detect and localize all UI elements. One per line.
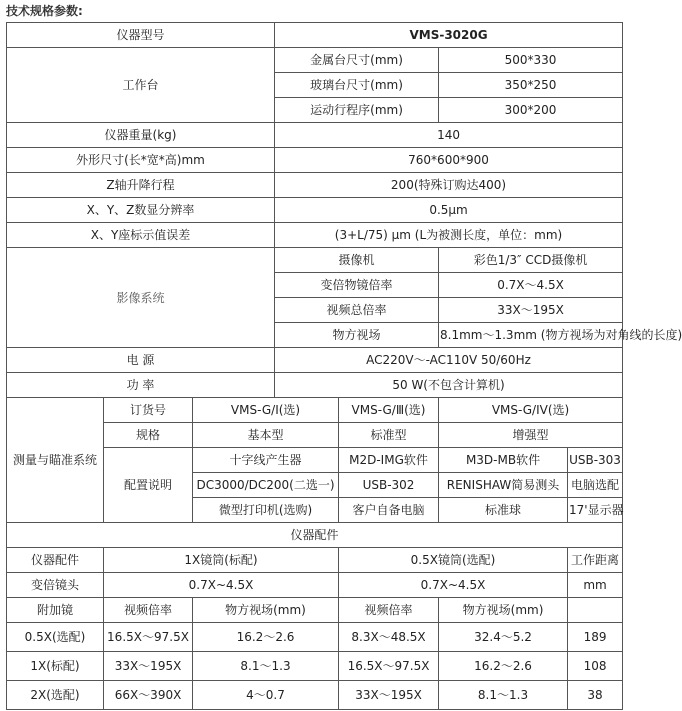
imaging-label: 影像系统: [7, 248, 275, 348]
row-lens: [7, 623, 623, 652]
accessories-title: 仪器配件: [7, 523, 623, 548]
imaging-item-value: 33X～195X: [439, 298, 623, 323]
power-supply-value: AC220V～-AC110V 50/60Hz: [275, 348, 623, 373]
model-value: VMS-3020G: [275, 23, 623, 48]
accessories-cell: 0.5X镜筒(选配): [339, 548, 568, 573]
row-power-supply: [7, 348, 623, 373]
lens-cell: 2X(选配): [7, 681, 104, 710]
worktable-item-label: 玻璃台尺寸(mm): [275, 73, 439, 98]
row-model: [7, 23, 623, 48]
work-distance-label: 工作距离: [568, 548, 623, 573]
measure-label: 测量与瞄准系统: [7, 398, 104, 523]
measure-spec-cell: 标准型: [339, 423, 439, 448]
accessories-label: 仪器配件: [7, 548, 104, 573]
zoom-lens-cell: 0.7X~4.5X: [104, 573, 339, 598]
z-travel-label: Z轴升降行程: [7, 173, 275, 198]
row-lens: [7, 681, 623, 710]
lens-cell: 33X～195X: [339, 681, 439, 710]
lens-cell: 16.2～2.6: [193, 623, 339, 652]
lens-header-cell: 视频倍率: [339, 598, 439, 623]
zoom-lens-cell: 0.7X~4.5X: [339, 573, 568, 598]
error-value: (3+L/75) μm (L为被测长度，单位：mm): [275, 223, 623, 248]
imaging-item-value: 彩色1/3″ CCD摄像机: [439, 248, 623, 273]
measure-spec-cell: 增强型: [439, 423, 623, 448]
imaging-item-label: 摄像机: [275, 248, 439, 273]
measure-config-cell: 微型打印机(选购): [193, 498, 339, 523]
lens-header-cell: 附加镜: [7, 598, 104, 623]
accessories-cell: 1X镜筒(标配): [104, 548, 339, 573]
lens-header-cell: [568, 598, 623, 623]
row-measure-order: [7, 398, 623, 423]
lens-cell: 4～0.7: [193, 681, 339, 710]
lens-cell: 8.3X～48.5X: [339, 623, 439, 652]
lens-cell: 1X(标配): [7, 652, 104, 681]
measure-order-cell: VMS-G/Ⅲ(选): [339, 398, 439, 423]
lens-header-cell: 视频倍率: [104, 598, 193, 623]
zoom-lens-unit: mm: [568, 573, 623, 598]
measure-config-cell: 标准球: [439, 498, 568, 523]
row-zoom-lens: [7, 573, 623, 598]
error-label: X、Y座标示值误差: [7, 223, 275, 248]
row-dimensions: [7, 148, 623, 173]
lens-header-cell: 物方视场(mm): [439, 598, 568, 623]
row-worktable-1: [7, 48, 623, 73]
lens-cell: 108: [568, 652, 623, 681]
spec-table: [6, 22, 682, 710]
worktable-item-label: 运动行程序(mm): [275, 98, 439, 123]
imaging-item-value: 8.1mm～1.3mm (物方视场为对角线的长度): [439, 323, 623, 348]
worktable-item-value: 500*330: [439, 48, 623, 73]
measure-order-cell: VMS-G/Ⅰ(选): [193, 398, 339, 423]
imaging-item-value: 0.7X～4.5X: [439, 273, 623, 298]
measure-config-cell: M2D-IMG软件: [339, 448, 439, 473]
dimensions-label: 外形尺寸(长*宽*高)mm: [7, 148, 275, 173]
measure-order-label: 订货号: [104, 398, 193, 423]
measure-config-cell: DC3000/DC200(二选一): [193, 473, 339, 498]
lens-cell: 8.1～1.3: [439, 681, 568, 710]
row-z-travel: [7, 173, 623, 198]
worktable-item-value: 300*200: [439, 98, 623, 123]
zoom-lens-label: 变倍镜头: [7, 573, 104, 598]
measure-spec-label: 规格: [104, 423, 193, 448]
lens-cell: 8.1～1.3: [193, 652, 339, 681]
lens-cell: 33X～195X: [104, 652, 193, 681]
dimensions-value: 760*600*900: [275, 148, 623, 173]
weight-value: 140: [275, 123, 623, 148]
model-label: 仪器型号: [7, 23, 275, 48]
lens-cell: 16.2～2.6: [439, 652, 568, 681]
measure-config-cell: USB-303: [568, 448, 623, 473]
measure-order-cell: VMS-G/IV(选): [439, 398, 623, 423]
lens-cell: 189: [568, 623, 623, 652]
imaging-item-label: 物方视场: [275, 323, 439, 348]
row-error: [7, 223, 623, 248]
measure-config-cell: RENISHAW简易测头: [439, 473, 568, 498]
measure-config-cell: M3D-MB软件: [439, 448, 568, 473]
imaging-item-label: 视频总倍率: [275, 298, 439, 323]
lens-header-cell: 物方视场(mm): [193, 598, 339, 623]
lens-cell: 66X～390X: [104, 681, 193, 710]
spec-heading: 技术规格参数:: [6, 4, 83, 18]
worktable-item-value: 350*250: [439, 73, 623, 98]
lens-cell: 16.5X～97.5X: [104, 623, 193, 652]
worktable-label: 工作台: [7, 48, 275, 123]
power-label: 功 率: [7, 373, 275, 398]
imaging-item-label: 变倍物镜倍率: [275, 273, 439, 298]
measure-config-label: 配置说明: [104, 448, 193, 523]
row-accessories-title: [7, 523, 623, 548]
z-travel-value: 200(特殊订购达400): [275, 173, 623, 198]
measure-config-cell: 17'显示器: [568, 498, 623, 523]
lens-cell: 16.5X～97.5X: [339, 652, 439, 681]
resolution-value: 0.5μm: [275, 198, 623, 223]
row-resolution: [7, 198, 623, 223]
resolution-label: X、Y、Z数显分辨率: [7, 198, 275, 223]
lens-cell: 38: [568, 681, 623, 710]
worktable-item-label: 金属台尺寸(mm): [275, 48, 439, 73]
power-supply-label: 电 源: [7, 348, 275, 373]
measure-config-cell: 电脑选配: [568, 473, 623, 498]
power-value: 50 W(不包含计算机): [275, 373, 623, 398]
measure-config-cell: USB-302: [339, 473, 439, 498]
measure-config-cell: 十字线产生器: [193, 448, 339, 473]
row-accessories: [7, 548, 623, 573]
measure-spec-cell: 基本型: [193, 423, 339, 448]
measure-config-cell: 客户自备电脑: [339, 498, 439, 523]
row-power: [7, 373, 623, 398]
row-weight: [7, 123, 623, 148]
lens-cell: 32.4～5.2: [439, 623, 568, 652]
row-lens-header: [7, 598, 623, 623]
row-imaging-1: [7, 248, 623, 273]
row-lens: [7, 652, 623, 681]
lens-cell: 0.5X(选配): [7, 623, 104, 652]
weight-label: 仪器重量(kg): [7, 123, 275, 148]
